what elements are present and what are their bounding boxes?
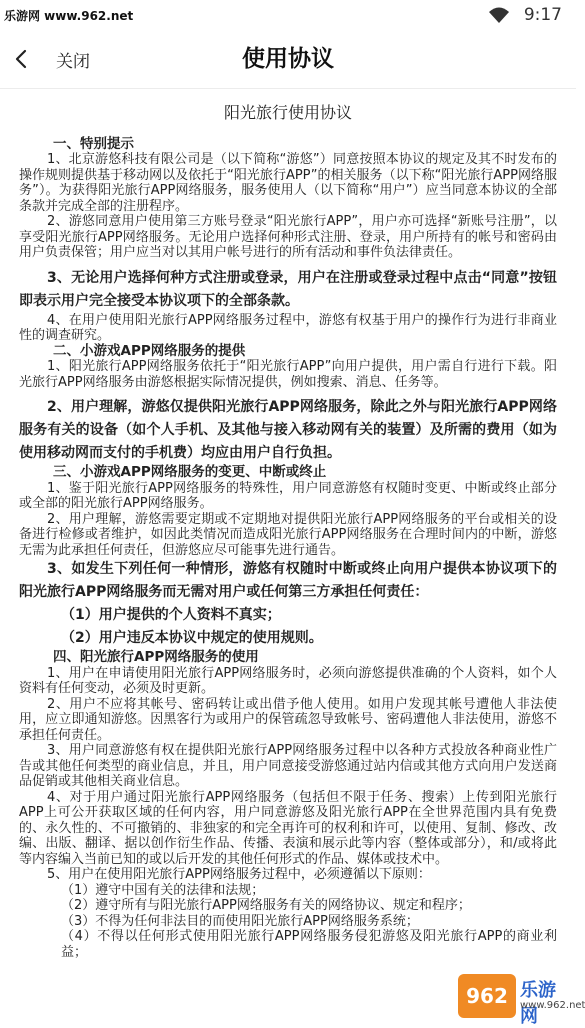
status-bar — [0, 0, 576, 30]
agreement-paragraph: 1、鉴于阳光旅行APP网络服务的特殊性，用户同意游悠有权随时变更、中断或终止部分或全部的阳光旅行APP网络服务。 — [19, 480, 557, 511]
status-site-text: 乐游网 www.962.net — [4, 8, 134, 23]
status-time: 9:17 — [523, 5, 562, 25]
chevron-left-icon — [12, 49, 32, 69]
agreement-paragraph: （3）不得为任何非法目的而使用阳光旅行APP网络服务系统； — [61, 913, 419, 929]
agreement-paragraph: 2、游悠同意用户使用第三方账号登录“阳光旅行APP”，用户亦可选择“新账号注册”，以享受阳光旅行APP网络服务。无论用户选择何种形式注册、登录，用户所持有的帐号和密码由用户负责保管；用户应当对以其用户帐号进行的所有活动和事件负法律责任。 — [19, 214, 557, 260]
agreement-paragraph: 3、无论用户选择何种方式注册或登录，用户在注册或登录过程中点击“同意”按钮即表示用户完全接受本协议项下的全部条款。 — [19, 269, 557, 309]
watermark-url: www.962.net — [520, 1000, 585, 1011]
close-label: 关闭 — [56, 51, 90, 72]
agreement-paragraph: 3、用户同意游悠有权在提供阳光旅行APP网络服务过程中以各种方式投放各种商业性广告或其他任何类型的商业信息，并且，用户同意接受游悠通过站内信或其他方式向用户发送商品促销或其他相关商业信息。 — [19, 743, 557, 789]
page-title: 使用协议 — [242, 46, 334, 72]
document-body — [19, 137, 557, 961]
agreement-paragraph: 4、对于用户通过阳光旅行APP网络服务（包括但不限于任务、搜索）上传到阳光旅行APP上可公开获取区域的任何内容，用户同意游悠及阳光旅行APP在全世界范围内具有免费的、永久性的、不可撤销的、非独家的和完全再许可的权利和许可，以使用、复制、修改、改编、出版、翻译、据以创作衍生作品、传播、表演和展示此等内容（整体或部分），和/或将此等内容编入当前已知的或以后开发的其他任何形式的作品、媒体或技术中。 — [19, 789, 557, 867]
agreement-paragraph: 3、如发生下列任何一种情形，游悠有权随时中断或终止向用户提供本协议项下的阳光旅行APP网络服务而无需对用户或任何第三方承担任何责任： — [19, 561, 557, 600]
agreement-paragraph: （1）遵守中国有关的法律和法规； — [61, 882, 265, 898]
agreement-paragraph: 5、用户在使用阳光旅行APP网络服务过程中，必须遵循以下原则： — [47, 867, 431, 882]
agreement-paragraph: 1、用户在申请使用阳光旅行APP网络服务时，必须向游悠提供准确的个人资料，如个人资料有任何变动，必须及时更新。 — [19, 665, 557, 696]
agreement-paragraph: （4）不得以任何形式使用阳光旅行APP网络服务侵犯游悠及阳光旅行APP的商业利益； — [61, 929, 557, 960]
section-heading: 一、特别提示 — [53, 135, 134, 152]
agreement-paragraph: 1、阳光旅行APP网络服务依托于“阳光旅行APP”向用户提供，用户需自行进行下载。阳光旅行APP网络服务由游悠根据实际情况提供，例如搜索、消息、任务等。 — [19, 359, 557, 390]
agreement-paragraph: 2、用户不应将其帐号、密码转让或出借予他人使用。如用户发现其帐号遭他人非法使用，应立即通知游悠。因黑客行为或用户的保管疏忽导致帐号、密码遭他人非法使用，游悠不承担任何责任。 — [19, 696, 557, 743]
agreement-paragraph: 2、用户理解，游悠仅提供阳光旅行APP网络服务，除此之外与阳光旅行APP网络服务有关的设备（如个人手机、及其他与接入移动网有关的装置）及所需的费用（如为使用移动网而支付的手机费）均应由用户自行负担。 — [19, 399, 557, 461]
agreement-paragraph: （2）遵守所有与阳光旅行APP网络服务有关的网络协议、规定和程序； — [61, 898, 471, 913]
watermark-logo — [454, 970, 585, 1027]
agreement-paragraph: （1）用户提供的个人资料不真实； — [61, 607, 281, 623]
agreement-paragraph: 4、在用户使用阳光旅行APP网络服务过程中，游悠有权基于用户的操作行为进行非商业性的调查研究。 — [19, 312, 557, 343]
section-heading: 二、小游戏APP网络服务的提供 — [53, 342, 246, 359]
section-heading: 三、小游戏APP网络服务的变更、中断或终止 — [53, 464, 327, 480]
section-heading: 四、阳光旅行APP网络服务的使用 — [53, 649, 259, 665]
document-title: 阳光旅行使用协议 — [223, 103, 352, 122]
watermark-badge: 962 — [458, 974, 516, 1018]
agreement-paragraph: （2）用户违反本协议中规定的使用规则。 — [61, 630, 323, 646]
agreement-paragraph: 1、北京游悠科技有限公司是（以下简称“游悠”）同意按照本协议的规定及其不时发布的操作规则提供基于移动网以及依托于“阳光旅行APP”的相关服务（以下称“阳光旅行APP网络服务”）。为获得阳光旅行APP网络服务，服务使用人（以下简称“用户”）应当同意本协议的全部条款并完成全部的注册程序。 — [19, 152, 557, 214]
app-bar — [0, 30, 576, 89]
wifi-icon — [488, 6, 510, 24]
agreement-document[interactable] — [0, 89, 576, 1024]
status-icons — [488, 5, 562, 25]
back-button[interactable] — [0, 30, 110, 88]
watermark-text: 乐游网 — [520, 980, 556, 1027]
agreement-paragraph: 2、用户理解，游悠需要定期或不定期地对提供阳光旅行APP网络服务的平台或相关的设备进行检修或者维护，如因此类情况而造成阳光旅行APP网络服务在合理时间内的中断，游悠无需为此承担任何责任，但游悠应尽可能事先进行通告。 — [19, 511, 557, 558]
